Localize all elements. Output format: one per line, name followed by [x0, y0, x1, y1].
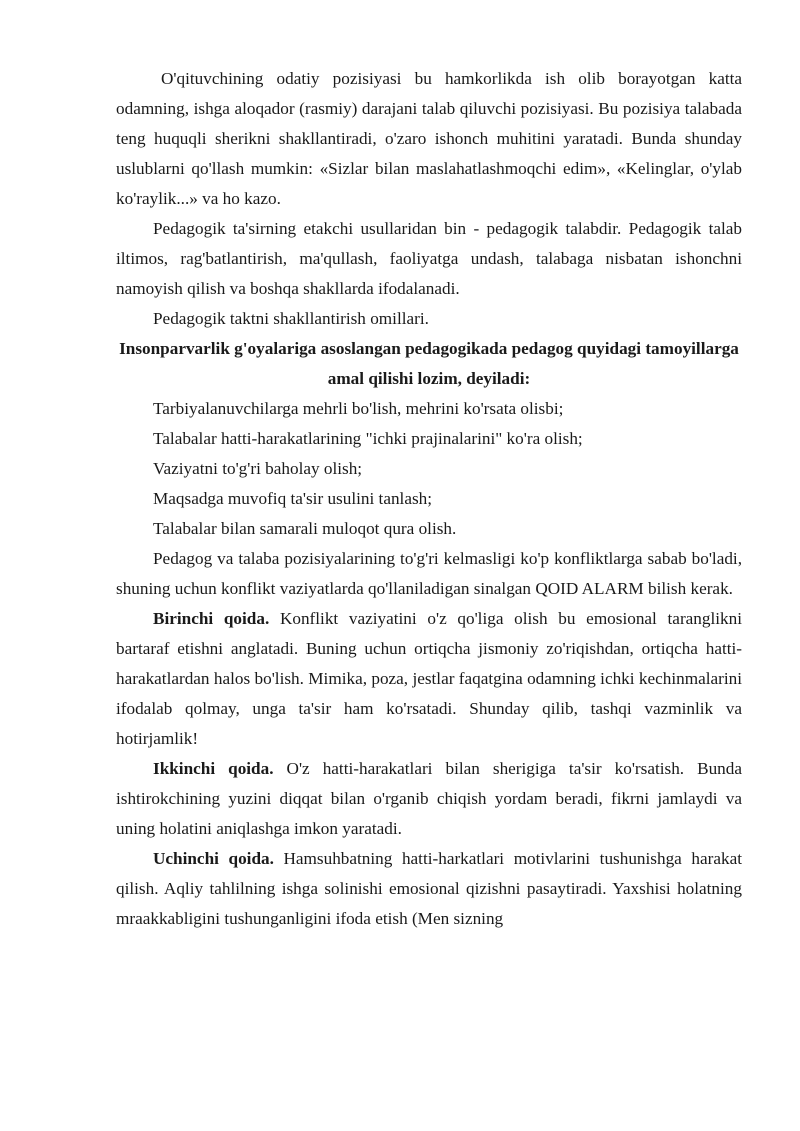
document-page — [116, 64, 742, 934]
paragraph-tact-factors: Pedagogik taktni shakllantirish omillari. — [153, 309, 429, 328]
paragraph-pedagogical-demand: Pedagogik ta'sirning etakchi usullaridan bin - pedagogik talabdir. Pedagogik talab iltimos, rag'batlantirish, ma'qullash, faoliyatga undash, talabaga nisbatan ishonchni namoyish qilish va boshqa shakllarda ifodalanadi. — [116, 219, 742, 298]
rule-second — [116, 754, 742, 844]
list-item: Vaziyatni to'g'ri baholay olish; — [153, 459, 363, 478]
rule-title: Ikkinchi qoida. — [153, 759, 274, 778]
rule-text: Konflikt vaziyatini o'z qo'liga olish bu emosional taranglikni bartaraf etishni anglatadi. Buning uchun ortiqcha jismoniy zo'riqishdan, ortiqcha hatti-harakatlardan halos bo'lish. Mimika, poza, jestlar faqatgina odamning ichki kechinmalarini ifodalab qolmay, unga ta'sir ham ko'rsatadi. Shunday qilib, tashqi vazminlik va hotirjamlik! — [116, 609, 742, 748]
list-item: Talabalar bilan samarali muloqot qura olish. — [153, 519, 457, 538]
rule-title: Uchinchi qoida. — [153, 849, 274, 868]
paragraph-conflict-intro: Pedagog va talaba pozisiyalarining to'g'ri kelmasligi ko'p konfliktlarga sabab bo'ladi, shuning uchun konflikt vaziyatlarda qo'llaniladigan sinalgan QOID ALARM bilish kerak. — [116, 549, 742, 598]
rule-first — [116, 604, 742, 754]
rule-third — [116, 844, 742, 934]
list-item: Tarbiyalanuvchilarga mehrli bo'lish, mehrini ko'rsata olisbi; — [153, 399, 564, 418]
list-item: Talabalar hatti-harakatlarining "ichki prajinalarini" ko'ra olish; — [153, 429, 583, 448]
paragraph-teacher-position: O'qituvchining odatiy pozisiyasi bu hamkorlikda ish olib borayotgan katta odamning, ishga aloqador (rasmiy) darajani talab qiluvchi pozisiyasi. Bu pozisiya talabada teng huquqli sherikni shakllantiradi, o'zaro ishonch muhitini yaratadi. Bunda shunday uslublarni qo'llash mumkin: «Sizlar bilan maslahatlashmoqchi edim», «Kelinglar, o'ylab ko'raylik...» va ho kazo. — [116, 69, 742, 208]
rule-text: O'z hatti-harakatlari bilan sherigiga ta'sir ko'rsatish. Bunda ishtirokchining yuzini diqqat bilan o'rganib chiqish yordam beradi, fikrni jamlaydi va uning holatini aniqlashga imkon yaratadi. — [116, 759, 742, 838]
rule-text: Hamsuhbatning hatti-harkatlari motivlarini tushunishga harakat qilish. Aqliy tahlilning ishga solinishi emosional qizishni pasaytiradi. Yaxshisi holatning mraakkabligini tushunganligini ifoda etish (Men sizning — [116, 849, 742, 928]
section-heading: Insonparvarlik g'oyalariga asoslangan pedagogikada pedagog quyidagi tamoyillarga amal qilishi lozim, deyiladi: — [119, 339, 739, 388]
list-item: Maqsadga muvofiq ta'sir usulini tanlash; — [153, 489, 433, 508]
rule-title: Birinchi qoida. — [153, 609, 270, 628]
principles-list — [116, 394, 742, 544]
